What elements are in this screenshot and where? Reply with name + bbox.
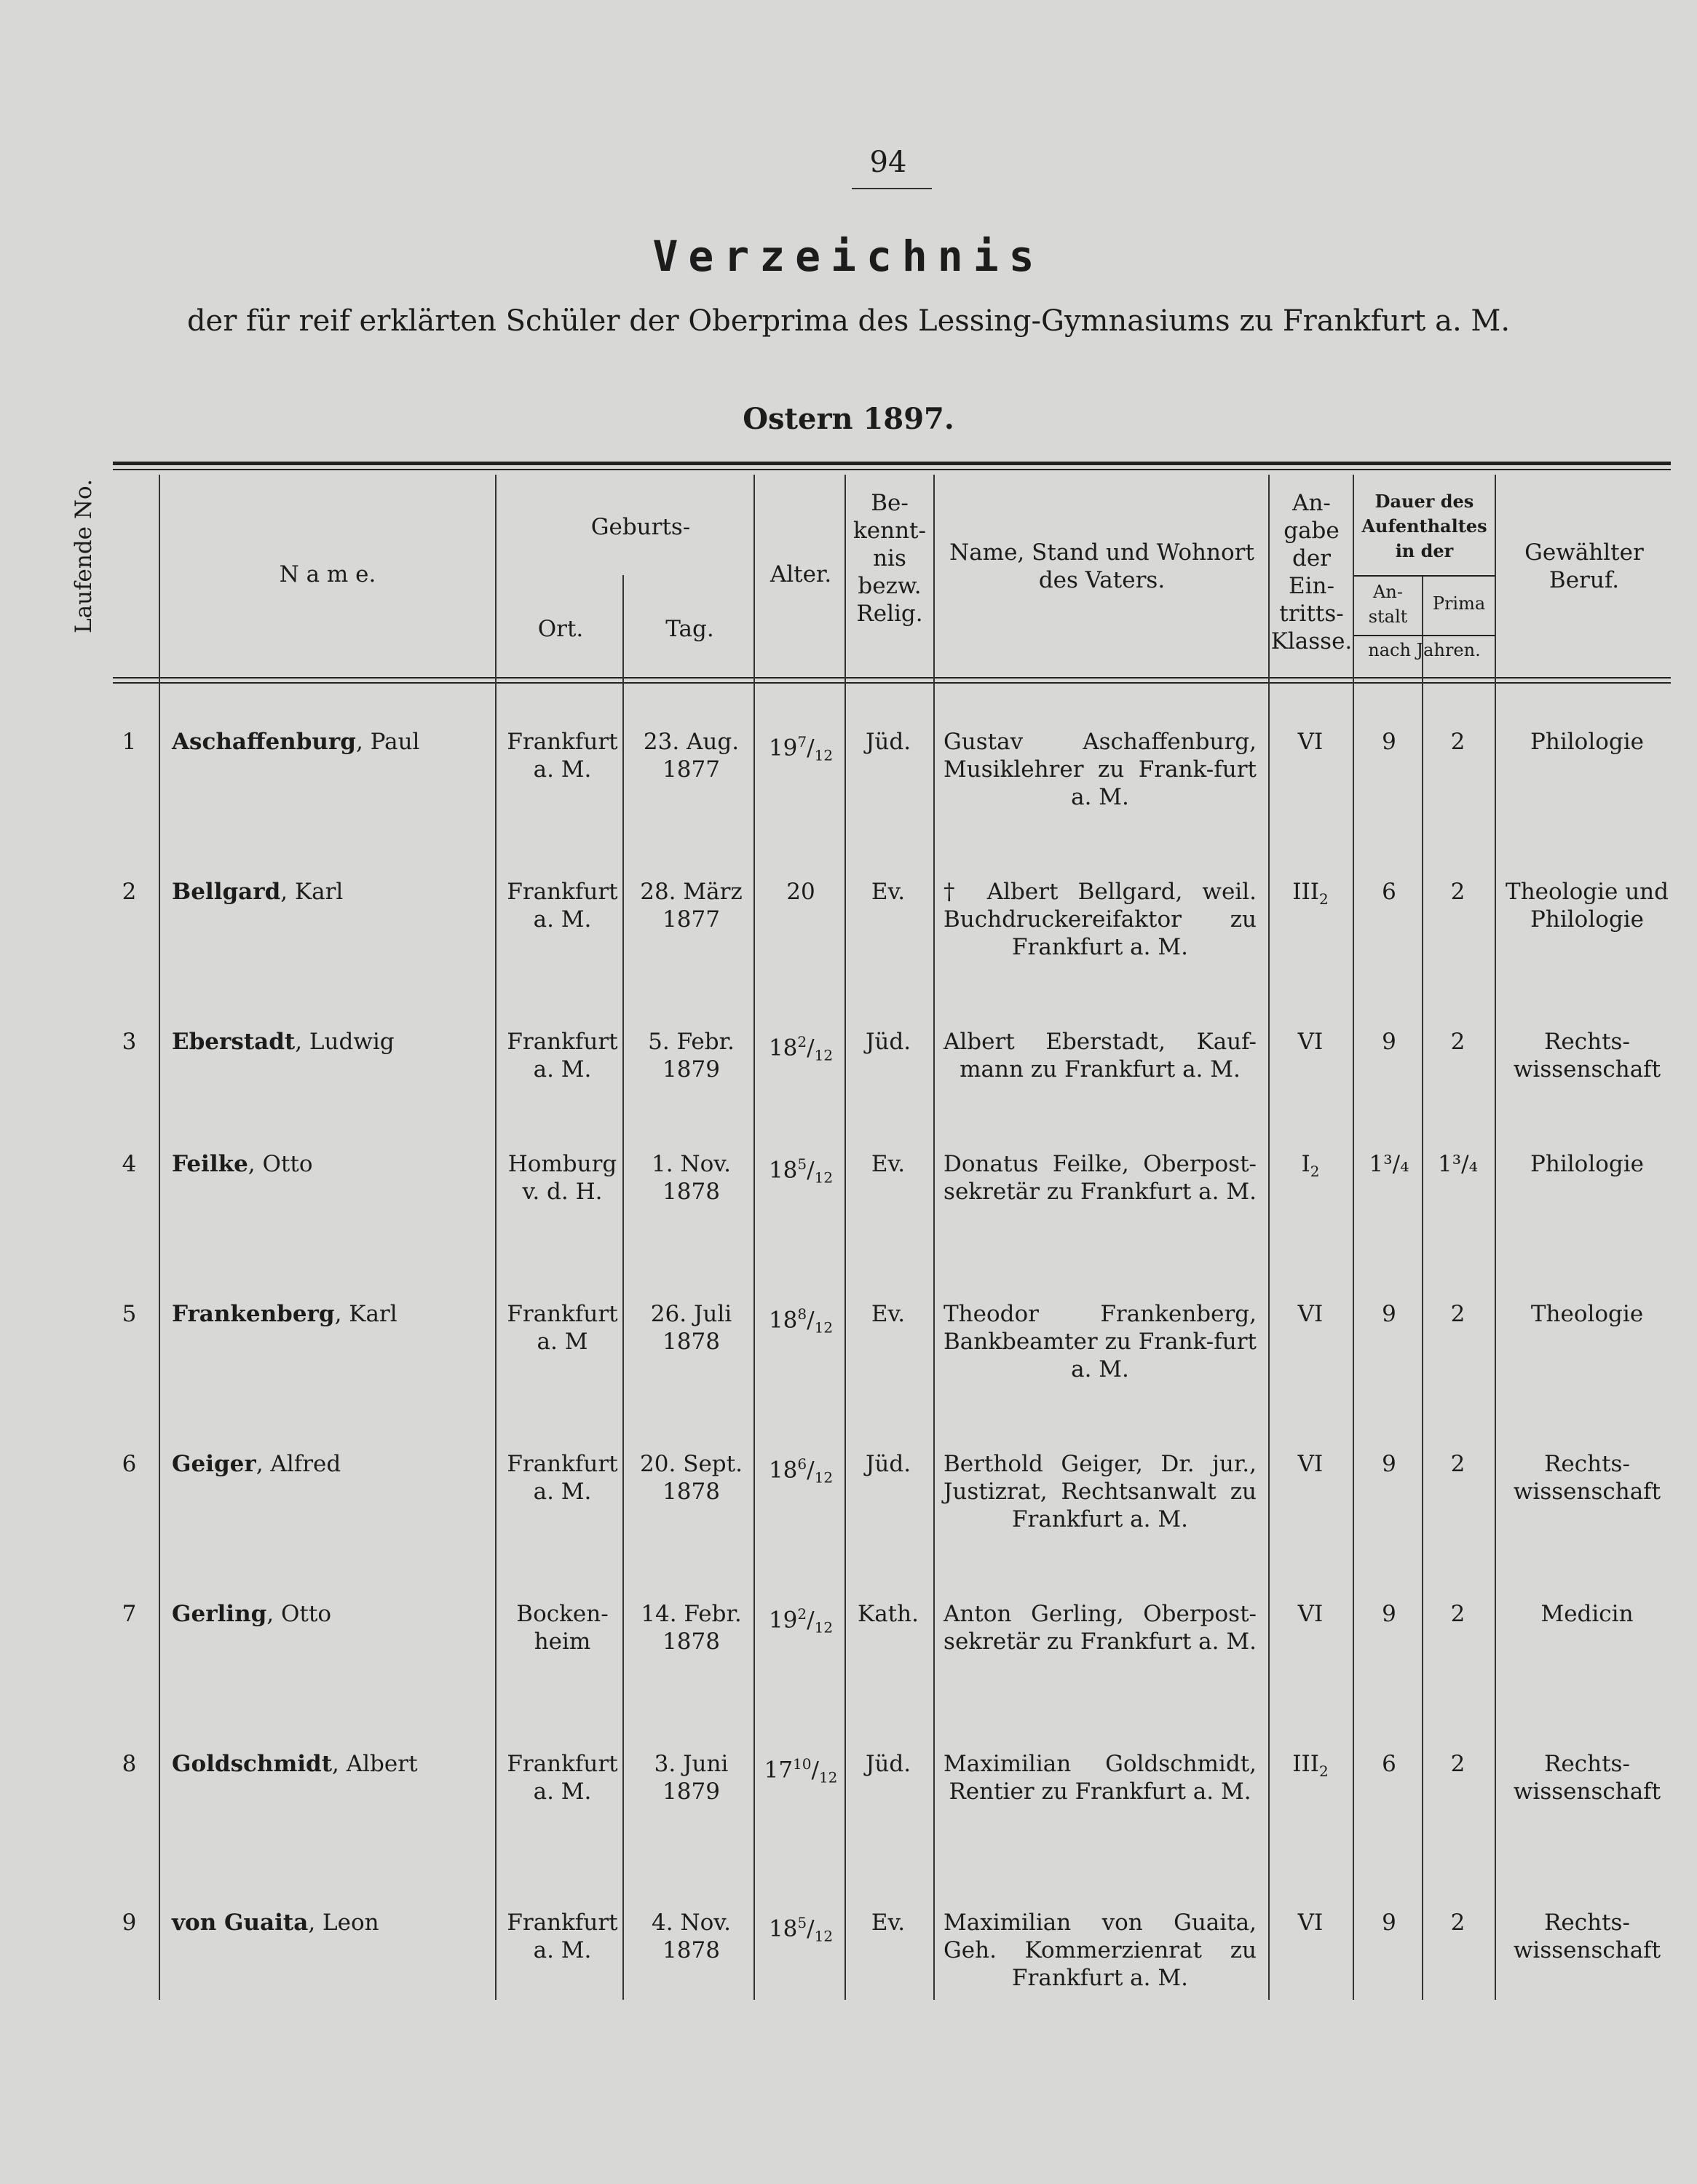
religion: Ev. <box>871 1301 906 1327</box>
birth-date: 14. Febr. 1878 <box>641 1601 742 1655</box>
age <box>757 1909 844 1950</box>
student-name <box>172 1909 492 1936</box>
entry-class-subscript: 2 <box>1310 1163 1320 1181</box>
dauer-subheader-rule-2 <box>1354 635 1495 636</box>
chosen-profession: Medicin <box>1540 1601 1634 1627</box>
chosen-profession: Philologie <box>1530 729 1644 755</box>
table-row <box>0 1909 1697 2054</box>
student-surname: von Guaita <box>172 1910 309 1936</box>
birth-place: Frankfurt a. M. <box>507 1451 618 1505</box>
age-months-denominator: 12 <box>814 1168 834 1187</box>
age-years: 19 <box>768 1607 798 1634</box>
birth-date: 28. März 1877 <box>640 879 743 933</box>
header-nach-jahren: nach Jahren. <box>1368 640 1481 660</box>
entry-class-value: VI <box>1297 1910 1324 1936</box>
age-months: 2 <box>797 1605 807 1623</box>
fraction-slash: / <box>807 1915 815 1942</box>
student-name <box>172 1028 492 1056</box>
age <box>757 1450 844 1492</box>
student-given-name: , Otto <box>248 1151 313 1177</box>
fraction-slash: / <box>807 1307 815 1334</box>
student-name <box>172 1450 492 1478</box>
age-months-denominator: 12 <box>814 1927 834 1945</box>
student-given-name: , Albert <box>332 1751 418 1777</box>
table-row <box>0 1300 1697 1446</box>
religion: Ev. <box>871 1910 906 1936</box>
student-surname: Eberstadt <box>172 1029 296 1055</box>
header-religion: Be- kennt- nis bezw. Relig. <box>853 490 926 627</box>
years-at-school: 9 <box>1382 1301 1396 1327</box>
header-laufende-no: Laufende No. <box>71 479 97 633</box>
table-row <box>0 1150 1697 1296</box>
age <box>757 1750 844 1792</box>
fraction-slash: / <box>807 1457 815 1484</box>
row-number: 1 <box>122 729 137 755</box>
student-given-name: , Otto <box>266 1601 331 1627</box>
student-surname: Feilke <box>172 1151 248 1177</box>
years-at-school: 9 <box>1382 1029 1396 1055</box>
birth-place: Frankfurt a. M. <box>507 1029 618 1083</box>
years-at-school: 9 <box>1382 729 1396 755</box>
age-months: 2 <box>797 1033 807 1051</box>
entry-class <box>1270 878 1350 913</box>
entry-class-value: VI <box>1297 1451 1324 1477</box>
chosen-profession: Rechts- wissenschaft <box>1513 1910 1661 1963</box>
entry-class-value: VI <box>1297 1601 1324 1627</box>
student-given-name: , Paul <box>355 729 420 755</box>
years-in-prima: 2 <box>1450 1301 1465 1327</box>
entry-class-subscript: 2 <box>1319 890 1329 909</box>
header-vater: Name, Stand und Wohnort des Vaters. <box>949 539 1254 593</box>
entry-class-value: VI <box>1297 1029 1324 1055</box>
table-row <box>0 1450 1697 1596</box>
religion: Jüd. <box>865 1029 911 1055</box>
years-at-school: 6 <box>1382 1751 1396 1777</box>
years-at-school: 9 <box>1382 1910 1396 1936</box>
header-ort: Ort. <box>537 616 584 642</box>
entry-class-subscript: 2 <box>1319 1762 1329 1781</box>
entry-class-value: I <box>1301 1151 1310 1177</box>
age-months-denominator: 12 <box>814 746 834 764</box>
father-info: Anton Gerling, Oberpost-sekretär zu Frankfurt a. M. <box>944 1601 1257 1655</box>
student-name <box>172 1750 492 1778</box>
years-in-prima: 2 <box>1450 1601 1465 1627</box>
entry-class <box>1270 1450 1350 1478</box>
header-bottom-rule-2 <box>113 682 1671 684</box>
birth-date: 4. Nov. 1878 <box>652 1910 731 1963</box>
years-in-prima: 2 <box>1450 1910 1465 1936</box>
age <box>757 728 844 769</box>
religion: Jüd. <box>865 1751 911 1777</box>
entry-class-value: VI <box>1297 729 1324 755</box>
age-years: 17 <box>764 1757 794 1784</box>
age-years: 18 <box>768 1307 798 1334</box>
entry-class-value: III <box>1292 879 1319 905</box>
age-years: 18 <box>768 1457 798 1484</box>
chosen-profession: Rechts- wissenschaft <box>1513 1451 1661 1505</box>
years-in-prima: 2 <box>1450 729 1465 755</box>
age-months-denominator: 12 <box>814 1318 834 1337</box>
row-number: 6 <box>122 1451 137 1477</box>
page-number-rule <box>852 188 932 189</box>
birth-place: Frankfurt a. M. <box>507 729 618 783</box>
header-name: N a m e. <box>279 561 376 587</box>
entry-class <box>1270 1150 1350 1185</box>
birth-date: 26. Juli 1878 <box>650 1301 732 1355</box>
birth-date: 1. Nov. 1878 <box>652 1151 731 1205</box>
entry-class <box>1270 1600 1350 1628</box>
student-given-name: , Karl <box>280 879 344 905</box>
row-number: 4 <box>122 1151 137 1177</box>
birth-place: Homburg v. d. H. <box>507 1151 617 1205</box>
student-surname: Geiger <box>172 1451 256 1477</box>
birth-place: Frankfurt a. M. <box>507 1751 618 1805</box>
page-number: 94 <box>869 146 907 179</box>
entry-class <box>1270 1028 1350 1056</box>
fraction-slash: / <box>807 1034 815 1061</box>
chosen-profession: Rechts- wissenschaft <box>1513 1751 1661 1805</box>
table-row <box>0 728 1697 874</box>
age <box>757 1028 844 1069</box>
student-name <box>172 1150 492 1178</box>
fraction-slash: / <box>807 735 815 761</box>
age-months-denominator: 12 <box>818 1768 838 1787</box>
religion: Ev. <box>871 1151 906 1177</box>
age-months: 6 <box>797 1455 807 1473</box>
header-alter: Alter. <box>770 561 832 587</box>
birth-place: Frankfurt a. M. <box>507 879 618 933</box>
fraction-slash: / <box>807 1607 815 1634</box>
religion: Kath. <box>858 1601 919 1627</box>
years-at-school: 9 <box>1382 1451 1396 1477</box>
birth-date: 5. Febr. 1879 <box>648 1029 735 1083</box>
student-name <box>172 728 492 756</box>
years-in-prima: 2 <box>1450 1751 1465 1777</box>
religion: Ev. <box>871 879 906 905</box>
age-months: 10 <box>793 1755 812 1773</box>
age-years: 18 <box>768 1157 798 1184</box>
header-geburts: Geburts- <box>590 514 691 540</box>
row-number: 7 <box>122 1601 137 1627</box>
age-months: 8 <box>797 1305 807 1323</box>
student-name <box>172 1600 492 1628</box>
row-number: 9 <box>122 1910 137 1936</box>
fraction-slash: / <box>807 1157 815 1184</box>
father-info: Albert Eberstadt, Kauf-mann zu Frankfurt a. M. <box>944 1029 1257 1083</box>
chosen-profession: Philologie <box>1530 1151 1644 1177</box>
father-info: Theodor Frankenberg, Bankbeamter zu Frank-furt a. M. <box>944 1301 1257 1382</box>
age-years: 18 <box>768 1915 798 1942</box>
age-months: 5 <box>797 1914 807 1931</box>
row-number: 3 <box>122 1029 137 1055</box>
row-number: 5 <box>122 1301 137 1327</box>
header-prima: Prima <box>1432 593 1486 614</box>
age <box>757 1150 844 1192</box>
header-anstalt: An- stalt <box>1368 582 1408 627</box>
age-months: 7 <box>797 733 807 751</box>
father-info: Berthold Geiger, Dr. jur., Justizrat, Rechtsanwalt zu Frankfurt a. M. <box>944 1451 1257 1532</box>
student-given-name: , Leon <box>308 1910 379 1936</box>
birth-date: 3. Juni 1879 <box>654 1751 729 1805</box>
chosen-profession: Rechts- wissenschaft <box>1513 1029 1661 1083</box>
age-months-denominator: 12 <box>814 1046 834 1064</box>
years-in-prima: 1³/₄ <box>1437 1151 1479 1177</box>
student-given-name: , Alfred <box>256 1451 341 1477</box>
age-years: 20 <box>786 879 815 905</box>
document-title: Verzeichnis <box>652 232 1045 281</box>
age-months: 5 <box>797 1155 807 1173</box>
entry-class <box>1270 1300 1350 1328</box>
entry-class <box>1270 1909 1350 1936</box>
student-surname: Bellgard <box>172 879 281 905</box>
entry-class <box>1270 1750 1350 1785</box>
father-info: Maximilian Goldschmidt, Rentier zu Frankfurt a. M. <box>944 1751 1257 1805</box>
student-surname: Frankenberg <box>172 1301 335 1327</box>
header-dauer: Dauer des Aufenthaltes in der <box>1361 491 1487 561</box>
father-info: † Albert Bellgard, weil. Buchdruckereifaktor zu Frankfurt a. M. <box>944 879 1257 960</box>
header-beruf: Gewählter Beruf. <box>1524 539 1644 593</box>
student-surname: Aschaffenburg <box>172 729 356 755</box>
father-info: Maximilian von Guaita, Geh. Kommerzienrat zu Frankfurt a. M. <box>944 1910 1257 1991</box>
years-at-school: 9 <box>1382 1601 1396 1627</box>
fraction-slash: / <box>811 1757 819 1784</box>
religion: Jüd. <box>865 729 911 755</box>
age-years: 19 <box>768 735 798 761</box>
dauer-subheader-rule <box>1354 575 1495 577</box>
student-given-name: , Ludwig <box>295 1029 395 1055</box>
age-months-denominator: 12 <box>814 1468 834 1487</box>
student-name <box>172 878 492 906</box>
table-top-rule <box>113 462 1671 465</box>
chosen-profession: Theologie <box>1530 1301 1644 1327</box>
row-number: 8 <box>122 1751 137 1777</box>
chosen-profession: Theologie und Philologie <box>1506 879 1669 933</box>
birth-place: Frankfurt a. M <box>507 1301 618 1355</box>
father-info: Gustav Aschaffenburg, Musiklehrer zu Frank-furt a. M. <box>944 729 1257 810</box>
age <box>757 1300 844 1342</box>
header-bottom-rule <box>113 677 1671 678</box>
religion: Jüd. <box>865 1451 911 1477</box>
row-number: 2 <box>122 879 137 905</box>
entry-class <box>1270 728 1350 756</box>
birth-date: 20. Sept. 1878 <box>640 1451 743 1505</box>
document-subtitle: der für reif erklärten Schüler der Oberprima des Lessing-Gymnasiums zu Frankfurt a. M. <box>186 304 1511 338</box>
years-at-school: 6 <box>1382 879 1396 905</box>
header-tag: Tag. <box>665 616 714 642</box>
table-row <box>0 1750 1697 1896</box>
term-label: Ostern 1897. <box>743 402 954 436</box>
years-at-school: 1³/₄ <box>1369 1151 1409 1177</box>
years-in-prima: 2 <box>1450 1451 1465 1477</box>
student-name <box>172 1300 492 1328</box>
entry-class-value: III <box>1292 1751 1319 1777</box>
age <box>757 1600 844 1642</box>
birth-place: Bocken- heim <box>516 1601 609 1655</box>
table-row <box>0 1600 1697 1746</box>
student-surname: Gerling <box>172 1601 267 1627</box>
student-surname: Goldschmidt <box>172 1751 333 1777</box>
birth-date: 23. Aug. 1877 <box>643 729 740 783</box>
table-row <box>0 878 1697 1024</box>
entry-class-value: VI <box>1297 1301 1324 1327</box>
student-given-name: , Karl <box>334 1301 397 1327</box>
age-years: 18 <box>768 1034 798 1061</box>
age <box>757 878 844 906</box>
father-info: Donatus Feilke, Oberpost-sekretär zu Frankfurt a. M. <box>944 1151 1257 1205</box>
birth-place: Frankfurt a. M. <box>507 1910 618 1963</box>
header-eintritts-klasse: An- gabe der Ein- tritts- Klasse. <box>1270 490 1353 654</box>
age-months-denominator: 12 <box>814 1618 834 1637</box>
table-top-rule-thin <box>113 469 1671 470</box>
years-in-prima: 2 <box>1450 879 1465 905</box>
years-in-prima: 2 <box>1450 1029 1465 1055</box>
